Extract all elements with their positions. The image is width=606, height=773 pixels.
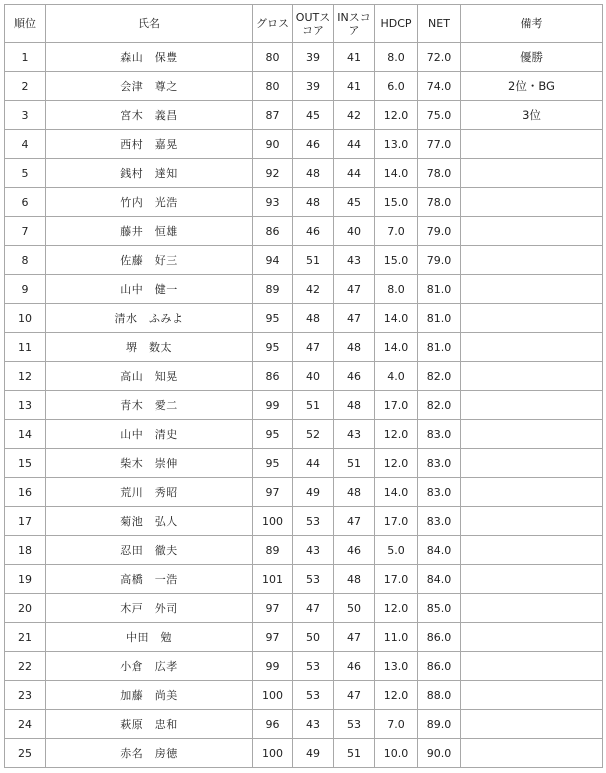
- gross-cell: 95: [253, 333, 293, 362]
- remarks-cell: [461, 420, 603, 449]
- rank-cell: 2: [5, 72, 46, 101]
- name-cell: 高橋 一浩: [46, 565, 253, 594]
- gross-cell: 86: [253, 217, 293, 246]
- name-cell: 西村 嘉晃: [46, 130, 253, 159]
- out-score-cell: 46: [293, 217, 334, 246]
- out-score-cell: 49: [293, 478, 334, 507]
- gross-cell: 95: [253, 304, 293, 333]
- table-row: [5, 594, 603, 623]
- rank-cell: 22: [5, 652, 46, 681]
- net-cell: 77.0: [418, 130, 461, 159]
- name-cell: 山中 清史: [46, 420, 253, 449]
- header-row: [5, 5, 603, 43]
- in-score-cell: 47: [334, 507, 375, 536]
- gross-cell: 80: [253, 43, 293, 72]
- remarks-cell: [461, 159, 603, 188]
- net-cell: 89.0: [418, 710, 461, 739]
- rank-cell: 13: [5, 391, 46, 420]
- remarks-cell: [461, 681, 603, 710]
- gross-cell: 87: [253, 101, 293, 130]
- rank-cell: 11: [5, 333, 46, 362]
- name-cell: 柴木 崇伸: [46, 449, 253, 478]
- remarks-cell: [461, 507, 603, 536]
- remarks-cell: [461, 536, 603, 565]
- gross-cell: 96: [253, 710, 293, 739]
- table-row: [5, 536, 603, 565]
- table-row: [5, 710, 603, 739]
- hdcp-cell: 12.0: [375, 101, 418, 130]
- net-cell: 82.0: [418, 362, 461, 391]
- gross-cell: 101: [253, 565, 293, 594]
- name-cell: 宮木 義昌: [46, 101, 253, 130]
- rank-cell: 5: [5, 159, 46, 188]
- hdcp-cell: 17.0: [375, 391, 418, 420]
- in-score-cell: 44: [334, 159, 375, 188]
- net-cell: 81.0: [418, 304, 461, 333]
- in-score-cell: 42: [334, 101, 375, 130]
- net-cell: 84.0: [418, 565, 461, 594]
- hdcp-cell: 12.0: [375, 594, 418, 623]
- name-cell: 菊池 弘人: [46, 507, 253, 536]
- in-score-cell: 48: [334, 565, 375, 594]
- out-score-cell: 48: [293, 304, 334, 333]
- net-cell: 74.0: [418, 72, 461, 101]
- out-score-cell: 53: [293, 507, 334, 536]
- remarks-cell: [461, 710, 603, 739]
- net-cell: 90.0: [418, 739, 461, 768]
- hdcp-cell: 5.0: [375, 536, 418, 565]
- rank-cell: 19: [5, 565, 46, 594]
- out-score-cell: 53: [293, 652, 334, 681]
- gross-cell: 99: [253, 391, 293, 420]
- in-score-cell: 45: [334, 188, 375, 217]
- hdcp-cell: 10.0: [375, 739, 418, 768]
- rank-cell: 24: [5, 710, 46, 739]
- table-row: [5, 217, 603, 246]
- remarks-cell: 優勝: [461, 43, 603, 72]
- in-score-cell: 50: [334, 594, 375, 623]
- gross-cell: 97: [253, 594, 293, 623]
- gross-cell: 89: [253, 275, 293, 304]
- rank-cell: 18: [5, 536, 46, 565]
- remarks-cell: [461, 333, 603, 362]
- in-score-cell: 40: [334, 217, 375, 246]
- in-score-cell: 51: [334, 739, 375, 768]
- hdcp-cell: 12.0: [375, 420, 418, 449]
- hdcp-cell: 13.0: [375, 130, 418, 159]
- in-score-cell: 47: [334, 275, 375, 304]
- rank-cell: 21: [5, 623, 46, 652]
- gross-cell: 92: [253, 159, 293, 188]
- results-table: [4, 4, 603, 768]
- out-score-cell: 39: [293, 72, 334, 101]
- name-cell: 中田 勉: [46, 623, 253, 652]
- header-remarks: 備考: [461, 5, 603, 43]
- net-cell: 79.0: [418, 217, 461, 246]
- gross-cell: 86: [253, 362, 293, 391]
- hdcp-cell: 14.0: [375, 478, 418, 507]
- out-score-cell: 48: [293, 188, 334, 217]
- hdcp-cell: 8.0: [375, 275, 418, 304]
- remarks-cell: [461, 217, 603, 246]
- out-score-cell: 40: [293, 362, 334, 391]
- rank-cell: 16: [5, 478, 46, 507]
- name-cell: 高山 知晃: [46, 362, 253, 391]
- hdcp-cell: 12.0: [375, 681, 418, 710]
- hdcp-cell: 14.0: [375, 304, 418, 333]
- in-score-cell: 48: [334, 333, 375, 362]
- name-cell: 清水 ふみよ: [46, 304, 253, 333]
- header-rank: 順位: [5, 5, 46, 43]
- in-score-cell: 41: [334, 43, 375, 72]
- remarks-cell: [461, 478, 603, 507]
- rank-cell: 20: [5, 594, 46, 623]
- out-score-cell: 51: [293, 391, 334, 420]
- remarks-cell: [461, 652, 603, 681]
- net-cell: 83.0: [418, 507, 461, 536]
- gross-cell: 99: [253, 652, 293, 681]
- remarks-cell: [461, 362, 603, 391]
- remarks-cell: [461, 188, 603, 217]
- out-score-cell: 49: [293, 739, 334, 768]
- net-cell: 83.0: [418, 478, 461, 507]
- table-row: [5, 188, 603, 217]
- remarks-cell: [461, 449, 603, 478]
- name-cell: 木戸 外司: [46, 594, 253, 623]
- name-cell: 萩原 忠和: [46, 710, 253, 739]
- table-row: [5, 72, 603, 101]
- in-score-cell: 47: [334, 681, 375, 710]
- gross-cell: 94: [253, 246, 293, 275]
- table-row: [5, 652, 603, 681]
- table-row: [5, 159, 603, 188]
- remarks-cell: [461, 130, 603, 159]
- hdcp-cell: 17.0: [375, 507, 418, 536]
- in-score-cell: 51: [334, 449, 375, 478]
- net-cell: 86.0: [418, 623, 461, 652]
- net-cell: 81.0: [418, 333, 461, 362]
- header-hdcp: HDCP: [375, 5, 418, 43]
- table-body: [5, 43, 603, 768]
- header-out-score: OUTスコア: [293, 5, 334, 43]
- gross-cell: 95: [253, 449, 293, 478]
- out-score-cell: 47: [293, 333, 334, 362]
- rank-cell: 3: [5, 101, 46, 130]
- name-cell: 山中 健一: [46, 275, 253, 304]
- name-cell: 銭村 達知: [46, 159, 253, 188]
- remarks-cell: 2位・BG: [461, 72, 603, 101]
- out-score-cell: 53: [293, 565, 334, 594]
- gross-cell: 97: [253, 478, 293, 507]
- header-gross: グロス: [253, 5, 293, 43]
- rank-cell: 15: [5, 449, 46, 478]
- gross-cell: 100: [253, 681, 293, 710]
- table-row: [5, 391, 603, 420]
- gross-cell: 95: [253, 420, 293, 449]
- in-score-cell: 53: [334, 710, 375, 739]
- rank-cell: 10: [5, 304, 46, 333]
- rank-cell: 8: [5, 246, 46, 275]
- hdcp-cell: 15.0: [375, 188, 418, 217]
- remarks-cell: [461, 623, 603, 652]
- hdcp-cell: 14.0: [375, 159, 418, 188]
- out-score-cell: 46: [293, 130, 334, 159]
- table-row: [5, 333, 603, 362]
- out-score-cell: 48: [293, 159, 334, 188]
- in-score-cell: 48: [334, 391, 375, 420]
- gross-cell: 80: [253, 72, 293, 101]
- table-row: [5, 43, 603, 72]
- net-cell: 86.0: [418, 652, 461, 681]
- rank-cell: 7: [5, 217, 46, 246]
- out-score-cell: 50: [293, 623, 334, 652]
- in-score-cell: 43: [334, 420, 375, 449]
- net-cell: 72.0: [418, 43, 461, 72]
- name-cell: 小倉 広孝: [46, 652, 253, 681]
- out-score-cell: 44: [293, 449, 334, 478]
- table-row: [5, 507, 603, 536]
- table-row: [5, 449, 603, 478]
- net-cell: 75.0: [418, 101, 461, 130]
- table-row: [5, 420, 603, 449]
- name-cell: 森山 保豊: [46, 43, 253, 72]
- hdcp-cell: 11.0: [375, 623, 418, 652]
- out-score-cell: 52: [293, 420, 334, 449]
- remarks-cell: [461, 594, 603, 623]
- remarks-cell: [461, 275, 603, 304]
- gross-cell: 100: [253, 507, 293, 536]
- rank-cell: 12: [5, 362, 46, 391]
- net-cell: 79.0: [418, 246, 461, 275]
- header-in-score: INスコア: [334, 5, 375, 43]
- gross-cell: 89: [253, 536, 293, 565]
- out-score-cell: 42: [293, 275, 334, 304]
- in-score-cell: 47: [334, 623, 375, 652]
- name-cell: 加藤 尚美: [46, 681, 253, 710]
- net-cell: 83.0: [418, 420, 461, 449]
- table-row: [5, 478, 603, 507]
- net-cell: 88.0: [418, 681, 461, 710]
- hdcp-cell: 6.0: [375, 72, 418, 101]
- in-score-cell: 48: [334, 478, 375, 507]
- name-cell: 青木 愛二: [46, 391, 253, 420]
- out-score-cell: 47: [293, 594, 334, 623]
- in-score-cell: 46: [334, 536, 375, 565]
- hdcp-cell: 17.0: [375, 565, 418, 594]
- net-cell: 85.0: [418, 594, 461, 623]
- name-cell: 竹内 光浩: [46, 188, 253, 217]
- net-cell: 82.0: [418, 391, 461, 420]
- name-cell: 堺 数太: [46, 333, 253, 362]
- out-score-cell: 51: [293, 246, 334, 275]
- hdcp-cell: 14.0: [375, 333, 418, 362]
- name-cell: 荒川 秀昭: [46, 478, 253, 507]
- table-row: [5, 362, 603, 391]
- gross-cell: 100: [253, 739, 293, 768]
- in-score-cell: 44: [334, 130, 375, 159]
- hdcp-cell: 7.0: [375, 710, 418, 739]
- name-cell: 佐藤 好三: [46, 246, 253, 275]
- out-score-cell: 43: [293, 710, 334, 739]
- header-net: NET: [418, 5, 461, 43]
- table-header: [5, 5, 603, 43]
- name-cell: 赤名 房徳: [46, 739, 253, 768]
- table-row: [5, 130, 603, 159]
- header-name: 氏名: [46, 5, 253, 43]
- out-score-cell: 53: [293, 681, 334, 710]
- hdcp-cell: 8.0: [375, 43, 418, 72]
- net-cell: 84.0: [418, 536, 461, 565]
- rank-cell: 1: [5, 43, 46, 72]
- out-score-cell: 45: [293, 101, 334, 130]
- name-cell: 藤井 恒雄: [46, 217, 253, 246]
- in-score-cell: 47: [334, 304, 375, 333]
- in-score-cell: 46: [334, 362, 375, 391]
- net-cell: 78.0: [418, 159, 461, 188]
- table-row: [5, 739, 603, 768]
- table-row: [5, 304, 603, 333]
- rank-cell: 17: [5, 507, 46, 536]
- hdcp-cell: 15.0: [375, 246, 418, 275]
- net-cell: 81.0: [418, 275, 461, 304]
- remarks-cell: [461, 739, 603, 768]
- out-score-cell: 39: [293, 43, 334, 72]
- hdcp-cell: 7.0: [375, 217, 418, 246]
- hdcp-cell: 13.0: [375, 652, 418, 681]
- gross-cell: 97: [253, 623, 293, 652]
- remarks-cell: [461, 304, 603, 333]
- rank-cell: 9: [5, 275, 46, 304]
- hdcp-cell: 4.0: [375, 362, 418, 391]
- net-cell: 83.0: [418, 449, 461, 478]
- gross-cell: 93: [253, 188, 293, 217]
- hdcp-cell: 12.0: [375, 449, 418, 478]
- gross-cell: 90: [253, 130, 293, 159]
- rank-cell: 23: [5, 681, 46, 710]
- remarks-cell: [461, 565, 603, 594]
- table-row: [5, 681, 603, 710]
- rank-cell: 6: [5, 188, 46, 217]
- table-row: [5, 275, 603, 304]
- in-score-cell: 41: [334, 72, 375, 101]
- name-cell: 会津 尊之: [46, 72, 253, 101]
- table-row: [5, 565, 603, 594]
- table-row: [5, 101, 603, 130]
- remarks-cell: [461, 246, 603, 275]
- table-row: [5, 246, 603, 275]
- table-row: [5, 623, 603, 652]
- rank-cell: 4: [5, 130, 46, 159]
- name-cell: 忍田 徹夫: [46, 536, 253, 565]
- remarks-cell: [461, 391, 603, 420]
- in-score-cell: 46: [334, 652, 375, 681]
- remarks-cell: 3位: [461, 101, 603, 130]
- out-score-cell: 43: [293, 536, 334, 565]
- rank-cell: 25: [5, 739, 46, 768]
- rank-cell: 14: [5, 420, 46, 449]
- net-cell: 78.0: [418, 188, 461, 217]
- in-score-cell: 43: [334, 246, 375, 275]
